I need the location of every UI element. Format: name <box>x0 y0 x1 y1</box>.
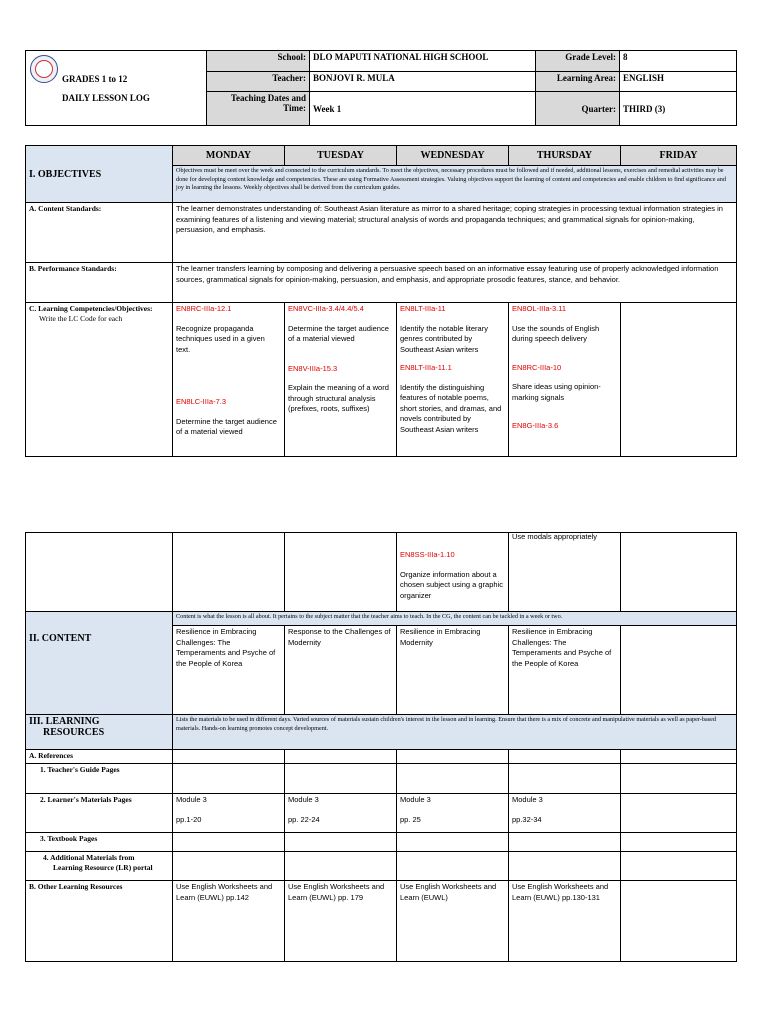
wednesday-code-1: EN8LT-IIIa-11 <box>400 304 446 313</box>
lr-portal-label: Learning Resource (LR) portal <box>53 862 153 872</box>
other-resources-label: B. Other Learning Resources <box>26 881 173 962</box>
thursday-other-resources: Use English Worksheets and Learn (EUWL) pp.130-131 <box>509 881 621 962</box>
teacher-value: BONJOVI R. MULA <box>310 72 536 92</box>
competencies-label-cell <box>26 303 173 457</box>
monday-code-1: EN8RC-IIIa-12.1 <box>176 304 232 313</box>
tuesday-other-resources: Use English Worksheets and Learn (EUWL) pp. 179 <box>285 881 397 962</box>
resources-note: Lists the materials to be used in different days. Varied sources of materials sustain children's interest in the lesson and in learning. Ensure that there is a mix of concrete and manipulative materials as well as paper-based materials. Hands-on learning promotes concept development. <box>173 715 737 750</box>
header-table <box>25 50 737 126</box>
teaching-dates-value: Week 1 <box>310 92 536 126</box>
wednesday-content: Resilience in Embracing Modernity <box>397 626 509 715</box>
thursday-content: Resilience in Embracing Challenges: The Temperaments and Psyche of the People of Korea <box>509 626 621 715</box>
learning-area-value: ENGLISH <box>620 72 737 92</box>
thursday-competencies <box>509 303 621 457</box>
learners-materials-label: 2. Learner's Materials Pages <box>26 794 173 833</box>
content-title: II. CONTENT <box>29 633 92 644</box>
monday-lm-pages <box>173 794 285 833</box>
lc-code-note: Write the LC Code for each <box>39 313 123 323</box>
friday-competencies <box>621 303 737 457</box>
monday-other-resources: Use English Worksheets and Learn (EUWL) pp.142 <box>173 881 285 962</box>
monday-lm-page-range: pp.1-20 <box>176 814 202 824</box>
thursday-competencies-cont <box>509 533 621 612</box>
wednesday-objective-2: Identify the distinguishing features of notable poems, short stories, and dramas, and novels contributed by Southeast Asian writers <box>400 382 502 434</box>
quarter-value: THIRD (3) <box>620 92 737 126</box>
header-title-cell <box>26 51 207 126</box>
resources-title-1: III. LEARNING <box>29 716 100 727</box>
thursday-lm-pages <box>509 794 621 833</box>
day-header-thursday: THURSDAY <box>509 146 621 166</box>
tuesday-code-2: EN8V-IIIa-15.3 <box>288 363 338 373</box>
quarter-label: Quarter: <box>536 92 620 126</box>
tuesday-objective-2: Explain the meaning of a word through structural analysis (prefixes, roots, suffixes) <box>288 383 389 413</box>
teachers-guide-label: 1. Teacher's Guide Pages <box>26 764 173 794</box>
grades-label: GRADES 1 to 12 <box>62 73 128 84</box>
objectives-heading-cell <box>26 146 173 203</box>
wednesday-code-2: EN8LT-IIIa-11.1 <box>400 363 452 372</box>
monday-objective-2: Determine the target audience of a material viewed <box>176 416 277 436</box>
wednesday-lm-module: Module 3 <box>400 795 431 804</box>
references-label: A. References <box>26 750 173 764</box>
teaching-dates-label: Teaching Dates and Time: <box>207 92 310 126</box>
wednesday-competencies-cont <box>397 533 509 612</box>
content-resources-table <box>25 532 737 962</box>
thursday-objective-3: Use modals appropriately <box>512 532 598 541</box>
tuesday-competencies <box>285 303 397 457</box>
monday-lm-module: Module 3 <box>176 795 207 804</box>
objectives-note: Objectives must be meet over the week and connected to the curriculum standards. To meet the objectives, necessary procedures must be followed and if needed, additional lessons, exercises and remedial activities may be done for developing content knowledge and competencies. These are using Formative Assessment strategies. Valuing objectives support the learning of content and competencies and enable children to find significance and joy in learning the lessons. Weekly objectives shall be derived from the curriculum guides. <box>173 166 737 203</box>
competencies-label: C. Learning Competencies/Objectives: <box>29 304 153 313</box>
day-header-monday: MONDAY <box>173 146 285 166</box>
tuesday-lm-page-range: pp. 22-24 <box>288 814 320 824</box>
grade-level-label: Grade Level: <box>536 51 620 72</box>
wednesday-code-3: EN8SS-IIIa-1.10 <box>400 550 455 559</box>
content-standards-label: A. Content Standards: <box>26 203 173 263</box>
thursday-lm-module: Module 3 <box>512 795 543 804</box>
tuesday-objective-1: Determine the target audience of a material viewed <box>288 323 389 343</box>
thursday-code-1: EN8OL-IIIa-3.11 <box>512 304 567 313</box>
objectives-title: I. OBJECTIVES <box>29 169 102 180</box>
friday-content <box>621 626 737 715</box>
thursday-lm-page-range: pp.32-34 <box>512 814 542 824</box>
objectives-table <box>25 145 737 457</box>
monday-competencies <box>173 303 285 457</box>
monday-content: Resilience in Embracing Challenges: The Temperaments and Psyche of the People of Korea <box>173 626 285 715</box>
content-standards-text: The learner demonstrates understanding of: Southeast Asian literature as mirror to a shared heritage; coping strategies in processing textual information strategies in examining features of a listening and viewing material; structural analysis of words and propaganda techniques; and grammatical signals for opinion-making, persuasion, and emphasis. <box>173 203 737 263</box>
log-title: DAILY LESSON LOG <box>62 92 150 103</box>
school-label: School: <box>207 51 310 72</box>
monday-code-2: EN8LC-IIIa-7.3 <box>176 397 227 406</box>
thursday-objective-2: Share ideas using opinion-marking signals <box>512 382 601 402</box>
day-header-friday: FRIDAY <box>621 146 737 166</box>
performance-standards-label: B. Performance Standards: <box>26 263 173 303</box>
wednesday-other-resources: Use English Worksheets and Learn (EUWL) <box>397 881 509 962</box>
tuesday-lm-pages <box>285 794 397 833</box>
school-value: DLO MAPUTI NATIONAL HIGH SCHOOL <box>310 51 536 72</box>
wednesday-objective-3: Organize information about a chosen subject using a graphic organizer <box>400 569 503 600</box>
wednesday-lm-page-range: pp. 25 <box>400 814 421 824</box>
tuesday-content: Response to the Challenges of Modernity <box>285 626 397 715</box>
wednesday-competencies <box>397 303 509 457</box>
resources-title-2: RESOURCES <box>43 727 105 738</box>
monday-objective-1: Recognize propaganda techniques used in a given text. <box>176 323 265 354</box>
additional-materials-label: 4. Additional Materials from <box>43 853 135 862</box>
grade-level-value: 8 <box>620 51 737 72</box>
resources-heading-cell <box>26 715 173 750</box>
deped-seal-icon <box>30 55 58 83</box>
thursday-objective-1: Use the sounds of English during speech delivery <box>512 323 600 343</box>
content-heading-cell <box>26 612 173 715</box>
learning-area-label: Learning Area: <box>536 72 620 92</box>
wednesday-lm-pages <box>397 794 509 833</box>
textbook-pages-label: 3. Textbook Pages <box>26 833 173 852</box>
thursday-code-3: EN8G-IIIa-3.6 <box>512 421 559 430</box>
additional-materials-label-cell <box>26 852 173 881</box>
performance-standards-text: The learner transfers learning by composing and delivering a persuasive speech based on an informative essay featuring use of properly acknowledged information sources, grammatical signals for opinion-making, persuasion, and emphasis, and appropriate prosodic features, stance, and behavior. <box>173 263 737 303</box>
content-note: Content is what the lesson is all about. It pertains to the subject matter that the teacher aims to teach. In the CG, the content can be tackled in a week or two. <box>173 612 737 626</box>
tuesday-code-1: EN8VC-IIIa-3.4/4.4/5.4 <box>288 304 364 313</box>
thursday-code-2: EN8RC-IIIa-10 <box>512 362 562 372</box>
teacher-label: Teacher: <box>207 72 310 92</box>
wednesday-objective-1: Identify the notable literary genres contributed by Southeast Asian writers <box>400 323 488 354</box>
day-header-tuesday: TUESDAY <box>285 146 397 166</box>
day-header-wednesday: WEDNESDAY <box>397 146 509 166</box>
tuesday-lm-module: Module 3 <box>288 795 319 804</box>
